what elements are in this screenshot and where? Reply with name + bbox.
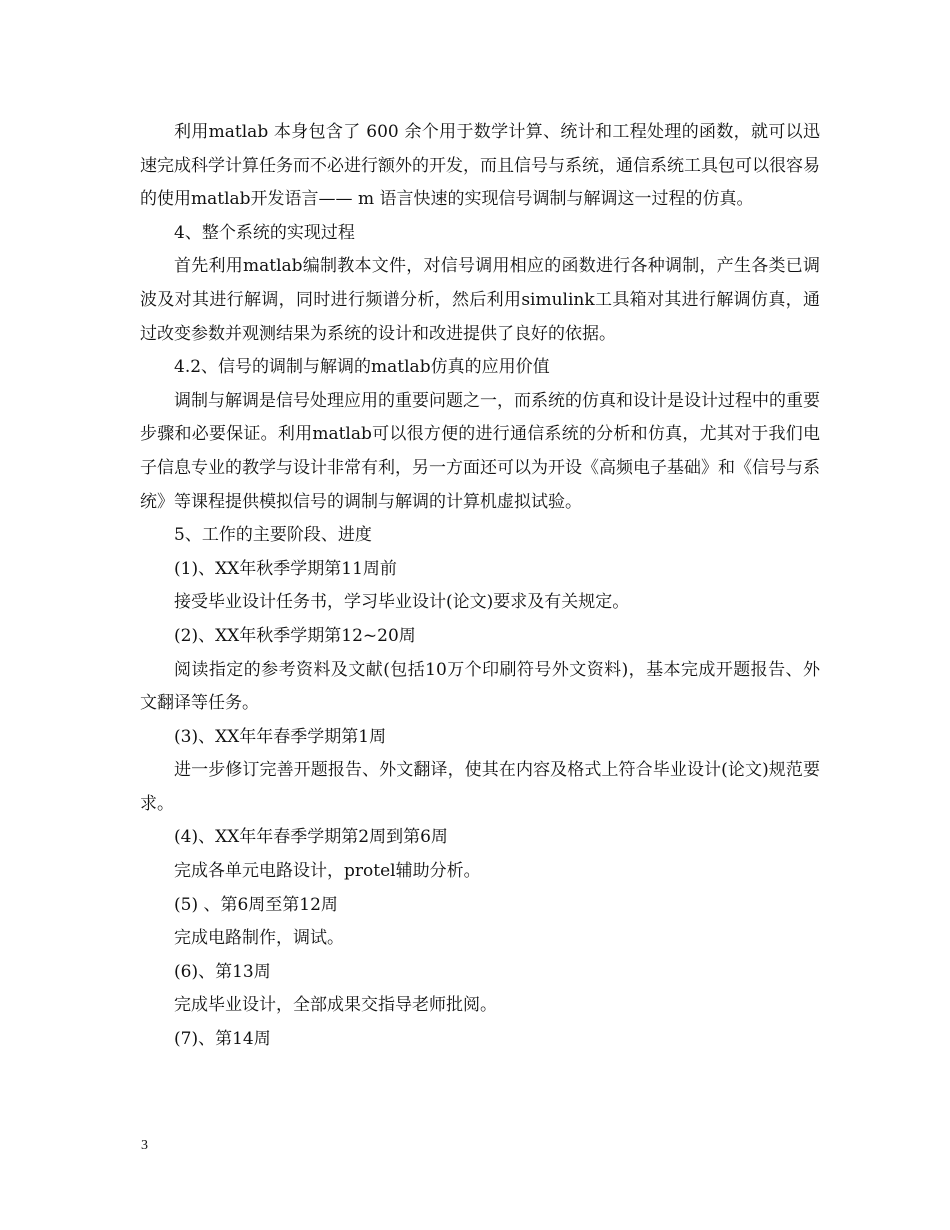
heading-system-implementation: 4、整个系统的实现过程: [174, 222, 355, 243]
document-body: [140, 116, 820, 1057]
stage-5-desc: 完成电路制作，调试。: [174, 928, 344, 949]
stage-4-desc: 完成各单元电路设计，protel辅助分析。: [174, 861, 481, 882]
paragraph-matlab-intro: 利用matlab 本身包含了 600 余个用于数学计算、统计和工程处理的函数，就可以迅速完成科学计算任务而不必进行额外的开发，而且信号与系统，通信系统工具包可以很容易的使用matlab开发语言—— m 语言快速的实现信号调制与解调这一过程的仿真。: [140, 122, 820, 210]
stage-2-title: (2)、XX年秋季学期第12~20周: [174, 625, 416, 646]
stage-6-desc: 完成毕业设计，全部成果交指导老师批阅。: [174, 995, 497, 1016]
stage-4-title: (4)、XX年年春季学期第2周到第6周: [174, 827, 448, 848]
stage-3-desc: 进一步修订完善开题报告、外文翻译，使其在内容及格式上符合毕业设计(论文)规范要求。: [140, 760, 820, 814]
paragraph-implementation-process: 首先利用matlab编制教本文件，对信号调用相应的函数进行各种调制，产生各类已调波及对其进行解调，同时进行频谱分析，然后利用simulink工具箱对其进行解调仿真，通过改变参数并观测结果为系统的设计和改进提供了良好的依据。: [140, 256, 820, 344]
heading-application-value: 4.2、信号的调制与解调的matlab仿真的应用价值: [174, 357, 550, 378]
stage-3-title: (3)、XX年年春季学期第1周: [174, 726, 387, 747]
heading-work-stages: 5、工作的主要阶段、进度: [174, 525, 372, 546]
stage-6-title: (6)、第13周: [174, 961, 271, 982]
stage-1-title: (1)、XX年秋季学期第11周前: [174, 558, 397, 579]
stage-2-desc: 阅读指定的参考资料及文献(包括10万个印刷符号外文资料)，基本完成开题报告、外文翻译等任务。: [140, 659, 820, 714]
paragraph-application-value: 调制与解调是信号处理应用的重要问题之一，而系统的仿真和设计是设计过程中的重要步骤和必要保证。利用matlab可以很方便的进行通信系统的分析和仿真，尤其对于我们电子信息专业的教学与设计非常有利，另一方面还可以为开设《高频电子基础》和《信号与系统》等课程提供模拟信号的调制与解调的计算机虚拟试验。: [140, 390, 820, 512]
stage-5-title: (5) 、第6周至第12周: [174, 894, 338, 915]
stage-7-title: (7)、第14周: [174, 1029, 271, 1050]
page-number: 3: [141, 1138, 148, 1153]
stage-1-desc: 接受毕业设计任务书，学习毕业设计(论文)要求及有关规定。: [174, 592, 630, 613]
